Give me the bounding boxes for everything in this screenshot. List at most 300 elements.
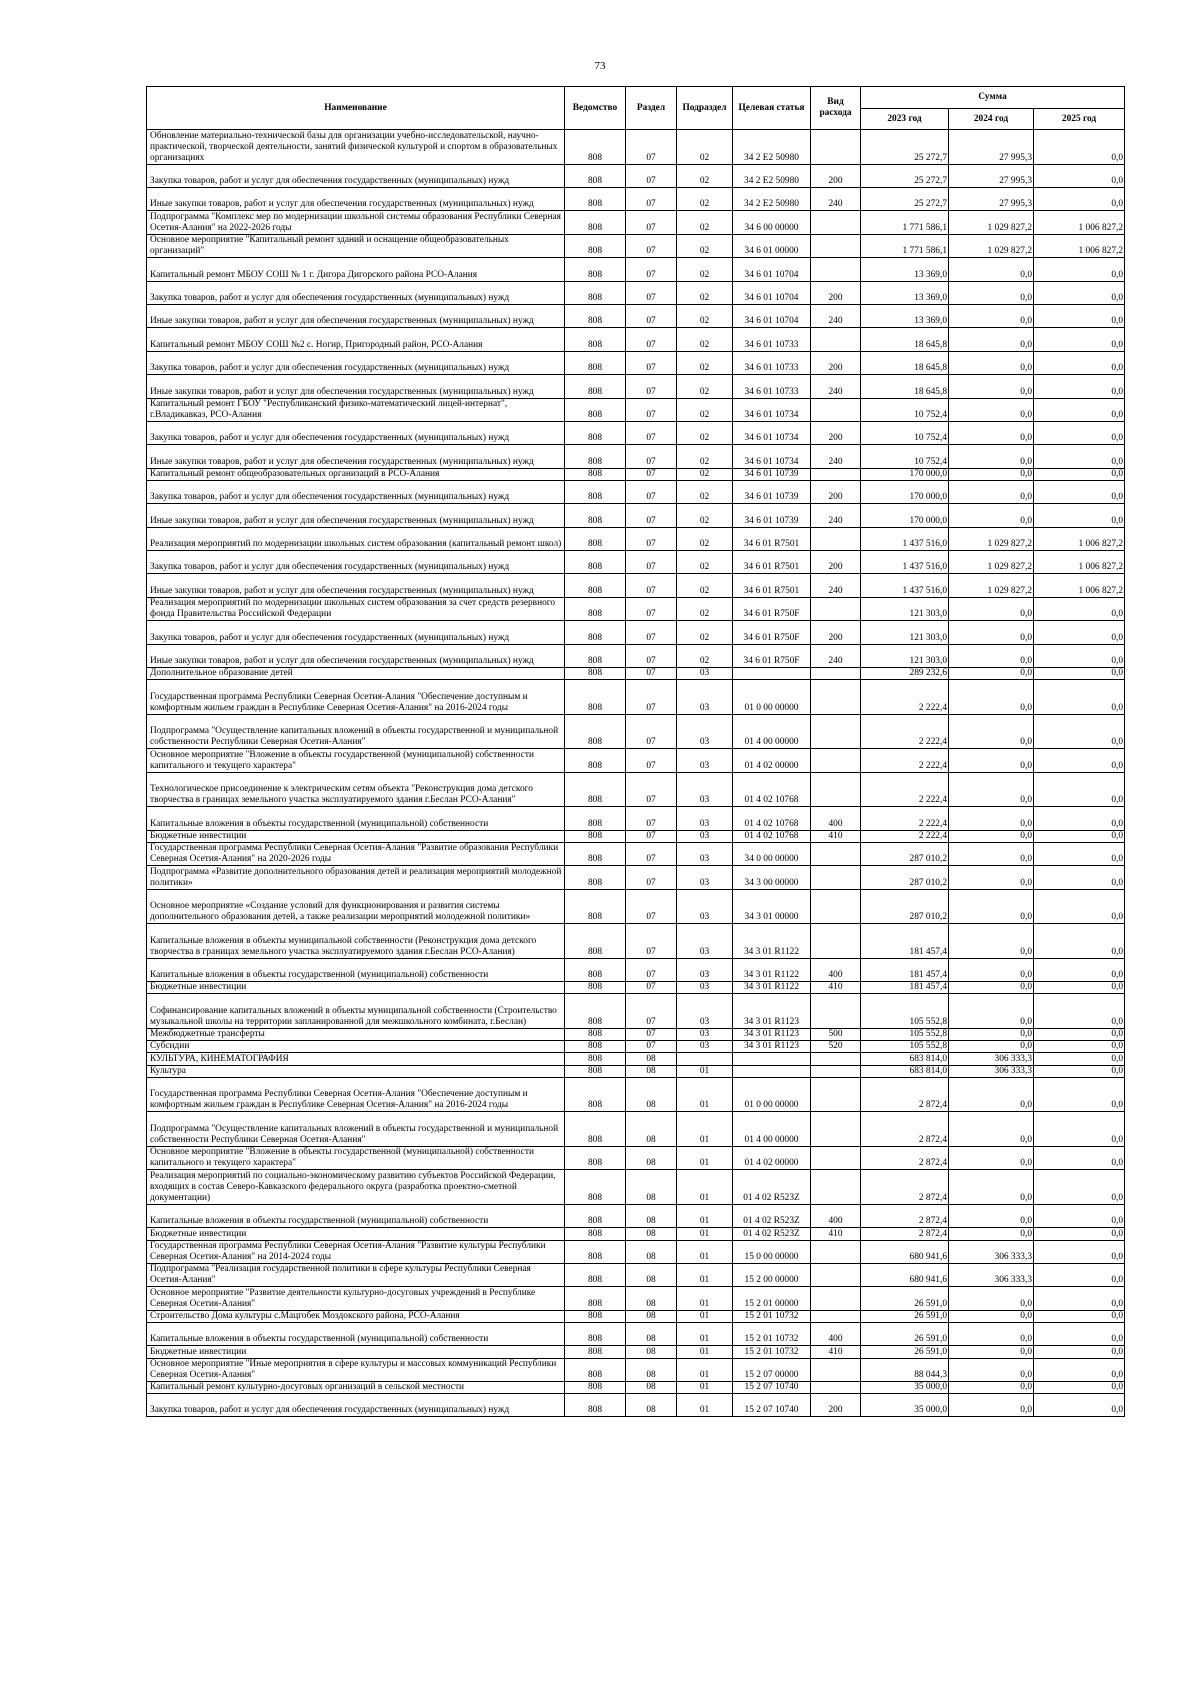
cell-subsection: 03 bbox=[677, 958, 733, 981]
cell-name: Субсидии bbox=[147, 1041, 565, 1053]
cell-name: Иные закупки товаров, работ и услуг для обеспечения государственных (муниципальных) нужд bbox=[147, 644, 565, 667]
cell-department: 808 bbox=[565, 480, 626, 503]
cell-name: Закупка товаров, работ и услуг для обеспечения государственных (муниципальных) нужд bbox=[147, 621, 565, 644]
table-row bbox=[147, 680, 1125, 715]
cell-expense-type bbox=[811, 258, 861, 281]
cell-name: Иные закупки товаров, работ и услуг для обеспечения государственных (муниципальных) нужд bbox=[147, 375, 565, 398]
cell-sum-2024: 306 333,3 bbox=[949, 1263, 1034, 1286]
cell-department: 808 bbox=[565, 667, 626, 679]
cell-department: 808 bbox=[565, 1240, 626, 1263]
table-header bbox=[147, 87, 1125, 130]
cell-subsection: 01 bbox=[677, 1322, 733, 1345]
cell-sum-2023: 18 645,8 bbox=[861, 328, 949, 351]
cell-target-item bbox=[733, 1053, 811, 1065]
cell-expense-type bbox=[811, 994, 861, 1029]
cell-target-item: 01 4 02 10768 bbox=[733, 830, 811, 842]
cell-department: 808 bbox=[565, 187, 626, 210]
cell-target-item: 34 6 01 R7501 bbox=[733, 551, 811, 574]
cell-department: 808 bbox=[565, 1204, 626, 1227]
cell-sum-2024: 0,0 bbox=[949, 1310, 1034, 1322]
cell-sum-2024: 1 029 827,2 bbox=[949, 527, 1034, 550]
cell-target-item: 15 2 07 10740 bbox=[733, 1394, 811, 1417]
table-row bbox=[147, 1263, 1125, 1286]
cell-sum-2024: 0,0 bbox=[949, 445, 1034, 468]
cell-name: Технологическое присоединение к электрическим сетям объекта "Реконструкция дома детского творчества в границах земельного участка эксплуатируемого здания г.Беслан РСО-Алания" bbox=[147, 772, 565, 807]
cell-subsection: 03 bbox=[677, 994, 733, 1029]
cell-department: 808 bbox=[565, 958, 626, 981]
cell-department: 808 bbox=[565, 130, 626, 165]
cell-sum-2024: 0,0 bbox=[949, 1077, 1034, 1112]
cell-sum-2024: 0,0 bbox=[949, 468, 1034, 480]
cell-target-item: 01 4 02 10768 bbox=[733, 807, 811, 830]
cell-section: 07 bbox=[626, 187, 677, 210]
cell-sum-2023: 26 591,0 bbox=[861, 1346, 949, 1358]
cell-section: 07 bbox=[626, 304, 677, 327]
cell-target-item: 34 6 01 10739 bbox=[733, 504, 811, 527]
cell-subsection: 03 bbox=[677, 924, 733, 959]
cell-sum-2023: 1 437 516,0 bbox=[861, 551, 949, 574]
cell-sum-2023: 10 752,4 bbox=[861, 421, 949, 444]
table-row bbox=[147, 234, 1125, 257]
cell-section: 08 bbox=[626, 1358, 677, 1381]
cell-sum-2024: 0,0 bbox=[949, 328, 1034, 351]
cell-target-item: 34 6 01 10704 bbox=[733, 304, 811, 327]
cell-section: 07 bbox=[626, 351, 677, 374]
cell-name: Капитальные вложения в объекты государственной (муниципальной) собственности bbox=[147, 1322, 565, 1345]
cell-department: 808 bbox=[565, 772, 626, 807]
cell-subsection: 01 bbox=[677, 1310, 733, 1322]
cell-expense-type bbox=[811, 1287, 861, 1310]
cell-subsection: 03 bbox=[677, 772, 733, 807]
cell-target-item: 34 6 01 10734 bbox=[733, 445, 811, 468]
cell-expense-type bbox=[811, 1240, 861, 1263]
cell-name: Капитальные вложения в объекты муниципальной собственности (Реконструкция дома детского творчества в границах земельного участка эксплуатируемого здания г.Беслан РСО-Алания) bbox=[147, 924, 565, 959]
cell-sum-2025: 0,0 bbox=[1034, 982, 1125, 994]
cell-subsection: 03 bbox=[677, 1041, 733, 1053]
cell-sum-2025: 0,0 bbox=[1034, 351, 1125, 374]
cell-sum-2025: 0,0 bbox=[1034, 714, 1125, 749]
cell-target-item: 15 2 01 10732 bbox=[733, 1322, 811, 1345]
table-body bbox=[147, 130, 1125, 1417]
cell-sum-2025: 0,0 bbox=[1034, 164, 1125, 187]
cell-expense-type bbox=[811, 924, 861, 959]
cell-name: Иные закупки товаров, работ и услуг для обеспечения государственных (муниципальных) нужд bbox=[147, 187, 565, 210]
table-row bbox=[147, 1053, 1125, 1065]
cell-section: 07 bbox=[626, 375, 677, 398]
cell-sum-2025: 0,0 bbox=[1034, 468, 1125, 480]
cell-expense-type bbox=[811, 1170, 861, 1205]
cell-subsection: 01 bbox=[677, 1240, 733, 1263]
table-row bbox=[147, 958, 1125, 981]
cell-expense-type bbox=[811, 749, 861, 772]
cell-section: 08 bbox=[626, 1310, 677, 1322]
cell-sum-2023: 170 000,0 bbox=[861, 480, 949, 503]
cell-section: 08 bbox=[626, 1053, 677, 1065]
cell-subsection: 03 bbox=[677, 982, 733, 994]
cell-target-item: 15 2 01 10732 bbox=[733, 1346, 811, 1358]
cell-name: Бюджетные инвестиции bbox=[147, 1346, 565, 1358]
cell-name: Иные закупки товаров, работ и услуг для обеспечения государственных (муниципальных) нужд bbox=[147, 574, 565, 597]
cell-target-item: 15 2 07 00000 bbox=[733, 1358, 811, 1381]
cell-expense-type bbox=[811, 398, 861, 421]
table-row bbox=[147, 994, 1125, 1029]
cell-section: 07 bbox=[626, 328, 677, 351]
cell-sum-2023: 289 232,6 bbox=[861, 667, 949, 679]
cell-subsection: 01 bbox=[677, 1394, 733, 1417]
cell-target-item: 15 2 01 00000 bbox=[733, 1287, 811, 1310]
cell-target-item: 34 3 01 R1122 bbox=[733, 924, 811, 959]
cell-sum-2025: 0,0 bbox=[1034, 421, 1125, 444]
cell-sum-2024: 0,0 bbox=[949, 1358, 1034, 1381]
header-section: Раздел bbox=[626, 87, 677, 130]
cell-expense-type: 240 bbox=[811, 445, 861, 468]
table-row bbox=[147, 1358, 1125, 1381]
header-name: Наименование bbox=[147, 87, 565, 130]
table-row bbox=[147, 1147, 1125, 1170]
table-row bbox=[147, 889, 1125, 924]
cell-expense-type: 240 bbox=[811, 304, 861, 327]
table-row bbox=[147, 328, 1125, 351]
cell-expense-type: 200 bbox=[811, 621, 861, 644]
cell-sum-2023: 105 552,8 bbox=[861, 994, 949, 1029]
cell-subsection: 01 bbox=[677, 1358, 733, 1381]
cell-target-item: 34 3 00 00000 bbox=[733, 866, 811, 889]
cell-sum-2023: 2 872,4 bbox=[861, 1228, 949, 1240]
cell-name: Капитальные вложения в объекты государственной (муниципальной) собственности bbox=[147, 1204, 565, 1227]
cell-expense-type: 240 bbox=[811, 187, 861, 210]
cell-subsection: 01 bbox=[677, 1263, 733, 1286]
table-row bbox=[147, 621, 1125, 644]
cell-section: 08 bbox=[626, 1112, 677, 1147]
table-row bbox=[147, 842, 1125, 865]
table-row bbox=[147, 982, 1125, 994]
cell-target-item: 34 6 01 R7501 bbox=[733, 574, 811, 597]
cell-section: 07 bbox=[626, 574, 677, 597]
cell-sum-2024: 0,0 bbox=[949, 924, 1034, 959]
cell-department: 808 bbox=[565, 504, 626, 527]
cell-sum-2023: 2 872,4 bbox=[861, 1147, 949, 1170]
table-row bbox=[147, 211, 1125, 234]
cell-sum-2025: 0,0 bbox=[1034, 1346, 1125, 1358]
cell-department: 808 bbox=[565, 1228, 626, 1240]
cell-sum-2024: 0,0 bbox=[949, 504, 1034, 527]
cell-sum-2023: 13 369,0 bbox=[861, 281, 949, 304]
cell-section: 07 bbox=[626, 772, 677, 807]
cell-sum-2023: 680 941,6 bbox=[861, 1263, 949, 1286]
table-row bbox=[147, 1170, 1125, 1205]
cell-subsection: 03 bbox=[677, 807, 733, 830]
cell-department: 808 bbox=[565, 1394, 626, 1417]
cell-name: Основное мероприятие "Вложение в объекты государственной (муниципальной) собственности капитального и текущего характера" bbox=[147, 1147, 565, 1170]
cell-sum-2024: 0,0 bbox=[949, 1322, 1034, 1345]
cell-target-item: 34 6 01 10734 bbox=[733, 421, 811, 444]
cell-section: 07 bbox=[626, 130, 677, 165]
cell-section: 08 bbox=[626, 1065, 677, 1077]
cell-sum-2023: 181 457,4 bbox=[861, 924, 949, 959]
table-row bbox=[147, 1065, 1125, 1077]
cell-section: 07 bbox=[626, 994, 677, 1029]
cell-sum-2024: 0,0 bbox=[949, 398, 1034, 421]
cell-sum-2025: 0,0 bbox=[1034, 1204, 1125, 1227]
cell-expense-type: 200 bbox=[811, 281, 861, 304]
cell-department: 808 bbox=[565, 680, 626, 715]
budget-table bbox=[146, 86, 1125, 1417]
cell-sum-2025: 0,0 bbox=[1034, 1029, 1125, 1041]
cell-name: Основное мероприятие «Создание условий для функционирования и развития системы дополнительного образования детей, а также реализации мероприятий молодежной политики» bbox=[147, 889, 565, 924]
cell-name: Капитальные вложения в объекты государственной (муниципальной) собственности bbox=[147, 807, 565, 830]
cell-section: 07 bbox=[626, 680, 677, 715]
cell-sum-2024: 0,0 bbox=[949, 421, 1034, 444]
cell-subsection: 02 bbox=[677, 258, 733, 281]
cell-department: 808 bbox=[565, 1287, 626, 1310]
cell-department: 808 bbox=[565, 644, 626, 667]
cell-section: 07 bbox=[626, 551, 677, 574]
cell-sum-2024: 0,0 bbox=[949, 982, 1034, 994]
cell-target-item: 34 6 01 00000 bbox=[733, 234, 811, 257]
cell-section: 08 bbox=[626, 1204, 677, 1227]
cell-section: 08 bbox=[626, 1394, 677, 1417]
cell-department: 808 bbox=[565, 328, 626, 351]
cell-name: Закупка товаров, работ и услуг для обеспечения государственных (муниципальных) нужд bbox=[147, 551, 565, 574]
cell-sum-2024: 0,0 bbox=[949, 1041, 1034, 1053]
cell-subsection: 03 bbox=[677, 889, 733, 924]
cell-sum-2025: 1 006 827,2 bbox=[1034, 234, 1125, 257]
cell-department: 808 bbox=[565, 994, 626, 1029]
cell-sum-2025: 0,0 bbox=[1034, 644, 1125, 667]
cell-name: Закупка товаров, работ и услуг для обеспечения государственных (муниципальных) нужд bbox=[147, 281, 565, 304]
cell-sum-2024: 27 995,3 bbox=[949, 187, 1034, 210]
table-row bbox=[147, 375, 1125, 398]
header-department: Ведомство bbox=[565, 87, 626, 130]
cell-expense-type: 410 bbox=[811, 1346, 861, 1358]
table-row bbox=[147, 924, 1125, 959]
cell-name: Бюджетные инвестиции bbox=[147, 1228, 565, 1240]
cell-subsection: 02 bbox=[677, 234, 733, 257]
cell-department: 808 bbox=[565, 1077, 626, 1112]
cell-target-item: 01 4 02 R523Z bbox=[733, 1170, 811, 1205]
cell-sum-2023: 2 222,4 bbox=[861, 807, 949, 830]
cell-expense-type: 240 bbox=[811, 644, 861, 667]
cell-name: Дополнительное образование детей bbox=[147, 667, 565, 679]
cell-sum-2023: 26 591,0 bbox=[861, 1322, 949, 1345]
cell-sum-2023: 170 000,0 bbox=[861, 468, 949, 480]
cell-name: Межбюджетные трансферты bbox=[147, 1029, 565, 1041]
cell-expense-type: 410 bbox=[811, 982, 861, 994]
table-row bbox=[147, 281, 1125, 304]
cell-subsection: 01 bbox=[677, 1147, 733, 1170]
cell-sum-2023: 1 437 516,0 bbox=[861, 527, 949, 550]
table-row bbox=[147, 1310, 1125, 1322]
cell-sum-2025: 0,0 bbox=[1034, 924, 1125, 959]
cell-sum-2024: 0,0 bbox=[949, 597, 1034, 620]
cell-sum-2023: 2 222,4 bbox=[861, 830, 949, 842]
cell-section: 07 bbox=[626, 468, 677, 480]
cell-section: 07 bbox=[626, 830, 677, 842]
cell-sum-2024: 1 029 827,2 bbox=[949, 211, 1034, 234]
table-row bbox=[147, 480, 1125, 503]
table-row bbox=[147, 304, 1125, 327]
cell-department: 808 bbox=[565, 889, 626, 924]
cell-section: 08 bbox=[626, 1170, 677, 1205]
header-2023: 2023 год bbox=[861, 109, 949, 130]
cell-expense-type: 200 bbox=[811, 551, 861, 574]
cell-sum-2023: 2 222,4 bbox=[861, 749, 949, 772]
cell-target-item: 34 3 01 R1123 bbox=[733, 1029, 811, 1041]
cell-sum-2023: 2 872,4 bbox=[861, 1077, 949, 1112]
cell-section: 08 bbox=[626, 1381, 677, 1393]
cell-name: Иные закупки товаров, работ и услуг для обеспечения государственных (муниципальных) нужд bbox=[147, 504, 565, 527]
cell-section: 07 bbox=[626, 982, 677, 994]
cell-target-item: 34 6 01 10733 bbox=[733, 351, 811, 374]
cell-target-item: 01 0 00 00000 bbox=[733, 680, 811, 715]
cell-subsection: 01 bbox=[677, 1112, 733, 1147]
page-number: 73 bbox=[594, 60, 606, 72]
cell-department: 808 bbox=[565, 830, 626, 842]
cell-subsection: 01 bbox=[677, 1346, 733, 1358]
cell-name: Государственная программа Республики Северная Осетия-Алания "Обеспечение доступным и комфортным жильем граждан в Республике Северная Осетия-Алания" на 2016-2024 годы bbox=[147, 680, 565, 715]
cell-target-item: 01 4 02 R523Z bbox=[733, 1228, 811, 1240]
cell-name: Подпрограмма «Развитие дополнительного образования детей и реализация мероприятий молодежной политики» bbox=[147, 866, 565, 889]
cell-section: 07 bbox=[626, 281, 677, 304]
cell-name: Обновление материально-технической базы для организации учебно-исследовательской, научно-практической, творческой деятельности, занятий физической культурой и спортом в образовательных организациях bbox=[147, 130, 565, 165]
cell-sum-2024: 1 029 827,2 bbox=[949, 551, 1034, 574]
cell-name: Бюджетные инвестиции bbox=[147, 982, 565, 994]
cell-department: 808 bbox=[565, 351, 626, 374]
cell-department: 808 bbox=[565, 1346, 626, 1358]
cell-sum-2023: 105 552,8 bbox=[861, 1029, 949, 1041]
cell-department: 808 bbox=[565, 982, 626, 994]
cell-department: 808 bbox=[565, 1381, 626, 1393]
cell-target-item: 01 4 02 00000 bbox=[733, 1147, 811, 1170]
cell-section: 07 bbox=[626, 597, 677, 620]
cell-sum-2023: 2 872,4 bbox=[861, 1170, 949, 1205]
cell-department: 808 bbox=[565, 924, 626, 959]
cell-sum-2024: 0,0 bbox=[949, 1381, 1034, 1393]
cell-sum-2023: 25 272,7 bbox=[861, 130, 949, 165]
cell-target-item: 15 2 00 00000 bbox=[733, 1263, 811, 1286]
cell-target-item: 01 4 02 10768 bbox=[733, 772, 811, 807]
cell-subsection: 02 bbox=[677, 351, 733, 374]
table-row bbox=[147, 597, 1125, 620]
cell-sum-2025: 0,0 bbox=[1034, 958, 1125, 981]
cell-subsection: 01 bbox=[677, 1287, 733, 1310]
cell-target-item: 34 6 00 00000 bbox=[733, 211, 811, 234]
table-row bbox=[147, 468, 1125, 480]
cell-sum-2025: 0,0 bbox=[1034, 1287, 1125, 1310]
cell-section: 07 bbox=[626, 714, 677, 749]
cell-target-item: 34 6 01 R7501 bbox=[733, 527, 811, 550]
cell-expense-type: 240 bbox=[811, 504, 861, 527]
cell-sum-2024: 0,0 bbox=[949, 1170, 1034, 1205]
cell-name: Капитальный ремонт культурно-досуговых организаций в сельской местности bbox=[147, 1381, 565, 1393]
cell-department: 808 bbox=[565, 211, 626, 234]
table-row bbox=[147, 527, 1125, 550]
cell-sum-2023: 10 752,4 bbox=[861, 445, 949, 468]
cell-sum-2025: 0,0 bbox=[1034, 504, 1125, 527]
cell-sum-2025: 0,0 bbox=[1034, 1322, 1125, 1345]
cell-sum-2025: 0,0 bbox=[1034, 807, 1125, 830]
cell-section: 07 bbox=[626, 211, 677, 234]
cell-expense-type bbox=[811, 1065, 861, 1077]
cell-sum-2024: 0,0 bbox=[949, 1112, 1034, 1147]
cell-name: Государственная программа Республики Северная Осетия-Алания "Развитие культуры Республики Северная Осетия-Алания" на 2014-2024 годы bbox=[147, 1240, 565, 1263]
cell-subsection: 02 bbox=[677, 527, 733, 550]
cell-expense-type: 400 bbox=[811, 1204, 861, 1227]
cell-sum-2024: 0,0 bbox=[949, 994, 1034, 1029]
cell-target-item: 34 2 E2 50980 bbox=[733, 130, 811, 165]
cell-subsection: 02 bbox=[677, 574, 733, 597]
cell-expense-type bbox=[811, 234, 861, 257]
cell-sum-2025: 1 006 827,2 bbox=[1034, 551, 1125, 574]
cell-subsection: 02 bbox=[677, 130, 733, 165]
cell-sum-2024: 0,0 bbox=[949, 714, 1034, 749]
cell-department: 808 bbox=[565, 866, 626, 889]
cell-department: 808 bbox=[565, 621, 626, 644]
table-row bbox=[147, 421, 1125, 444]
cell-sum-2023: 1 437 516,0 bbox=[861, 574, 949, 597]
cell-target-item: 34 3 01 R1122 bbox=[733, 958, 811, 981]
cell-target-item: 34 6 01 R750F bbox=[733, 597, 811, 620]
cell-expense-type bbox=[811, 211, 861, 234]
cell-name: Реализация мероприятий по социально-экономическому развитию субъектов Российской Федерации, входящих в состав Северо-Кавказского федерального округа (разработка проектно-сметной документации) bbox=[147, 1170, 565, 1205]
cell-expense-type bbox=[811, 866, 861, 889]
cell-sum-2024: 0,0 bbox=[949, 375, 1034, 398]
cell-sum-2024: 0,0 bbox=[949, 281, 1034, 304]
cell-sum-2023: 25 272,7 bbox=[861, 164, 949, 187]
cell-subsection: 02 bbox=[677, 328, 733, 351]
cell-expense-type bbox=[811, 1053, 861, 1065]
cell-sum-2023: 170 000,0 bbox=[861, 504, 949, 527]
cell-sum-2025: 1 006 827,2 bbox=[1034, 527, 1125, 550]
cell-sum-2024: 0,0 bbox=[949, 1287, 1034, 1310]
cell-sum-2023: 105 552,8 bbox=[861, 1041, 949, 1053]
cell-name: Реализация мероприятий по модернизации школьных систем образования (капитальный ремонт школ) bbox=[147, 527, 565, 550]
cell-sum-2025: 0,0 bbox=[1034, 281, 1125, 304]
cell-sum-2023: 35 000,0 bbox=[861, 1381, 949, 1393]
cell-target-item: 34 3 01 00000 bbox=[733, 889, 811, 924]
cell-sum-2025: 0,0 bbox=[1034, 398, 1125, 421]
table-row bbox=[147, 1346, 1125, 1358]
cell-name: Подпрограмма "Осуществление капитальных вложений в объекты государственной и муниципальной собственности Республики Северная Осетия-Алания" bbox=[147, 1112, 565, 1147]
header-2024: 2024 год bbox=[949, 109, 1034, 130]
cell-name: Закупка товаров, работ и услуг для обеспечения государственных (муниципальных) нужд bbox=[147, 421, 565, 444]
header-sum: Сумма bbox=[861, 87, 1125, 109]
cell-target-item: 34 3 01 R1122 bbox=[733, 982, 811, 994]
cell-subsection: 02 bbox=[677, 187, 733, 210]
cell-sum-2023: 1 771 586,1 bbox=[861, 211, 949, 234]
cell-expense-type: 400 bbox=[811, 958, 861, 981]
cell-subsection: 02 bbox=[677, 644, 733, 667]
table-row bbox=[147, 187, 1125, 210]
cell-name: КУЛЬТУРА, КИНЕМАТОГРАФИЯ bbox=[147, 1053, 565, 1065]
cell-sum-2024: 0,0 bbox=[949, 958, 1034, 981]
cell-department: 808 bbox=[565, 445, 626, 468]
table-row bbox=[147, 714, 1125, 749]
cell-sum-2025: 0,0 bbox=[1034, 621, 1125, 644]
cell-section: 08 bbox=[626, 1240, 677, 1263]
cell-name: Государственная программа Республики Северная Осетия-Алания "Развитие образования Республики Северная Осетия-Алания" на 2020-2026 годы bbox=[147, 842, 565, 865]
cell-sum-2024: 0,0 bbox=[949, 1147, 1034, 1170]
cell-name: Основное мероприятие "Вложение в объекты государственной (муниципальной) собственности капитального и текущего характера" bbox=[147, 749, 565, 772]
cell-sum-2025: 0,0 bbox=[1034, 328, 1125, 351]
cell-section: 07 bbox=[626, 527, 677, 550]
table-row bbox=[147, 551, 1125, 574]
cell-department: 808 bbox=[565, 1358, 626, 1381]
cell-subsection: 01 bbox=[677, 1065, 733, 1077]
cell-sum-2024: 306 333,3 bbox=[949, 1240, 1034, 1263]
cell-sum-2024: 0,0 bbox=[949, 807, 1034, 830]
table-row bbox=[147, 398, 1125, 421]
